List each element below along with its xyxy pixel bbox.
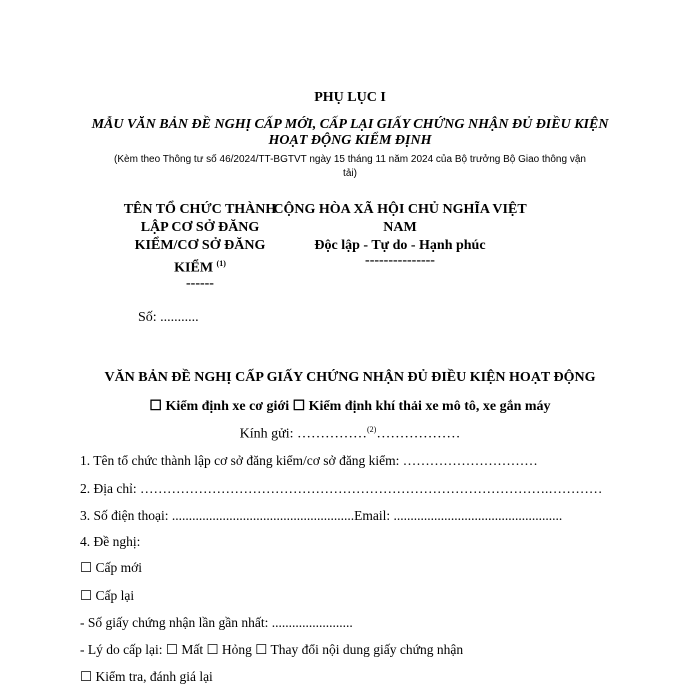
appendix-subtitle-line1: MẪU VĂN BẢN ĐỀ NGHỊ CẤP MỚI, CẤP LẠI GIẤY CHỨNG NHẬN ĐỦ ĐIỀU KIỆN [91, 117, 609, 132]
organization-name-line2: LẬP CƠ SỞ ĐĂNG [140, 220, 260, 235]
field-request-heading: 4. Đề nghị: [80, 534, 141, 549]
organization-rule: ------ [186, 275, 214, 291]
recipient-label: Kính gửi: …………… [239, 426, 368, 442]
appendix-subtitle-line2: HOẠT ĐỘNG KIỂM ĐỊNH [268, 133, 432, 148]
checkbox-reissue[interactable]: ☐ Cấp lại [80, 588, 135, 603]
field-phone-email: 3. Số điện thoại: ......................................................Email: .................................................. [80, 508, 563, 523]
appendix-title: PHỤ LỤC I [314, 90, 386, 105]
option-emission-inspection[interactable]: ☐ Kiểm định khí thải xe mô tô, xe gắn máy [292, 399, 551, 414]
checkbox-new-issue[interactable]: ☐ Cấp mới [80, 560, 142, 575]
national-motto: Độc lập - Tự do - Hạnh phúc [314, 238, 486, 253]
appendix-note-line2: tải) [343, 168, 357, 179]
field-latest-certificate-number: - Số giấy chứng nhận lần gần nhất: ........................ [80, 615, 353, 630]
option-motor-vehicle-inspection[interactable]: ☐ Kiểm định xe cơ giới [149, 399, 290, 414]
field-address: 2. Địa chỉ: ……………………………………………………………………………….………… [80, 481, 603, 496]
field-reissue-reason: - Lý do cấp lại: ☐ Mất ☐ Hỏng ☐ Thay đổi nội dung giấy chứng nhận [80, 642, 464, 657]
document-title: VĂN BẢN ĐỀ NGHỊ CẤP GIẤY CHỨNG NHẬN ĐỦ ĐIỀU KIỆN HOẠT ĐỘNG [104, 370, 596, 385]
footnote-marker-1: (1) [216, 259, 226, 268]
national-name-line1: CỘNG HÒA XÃ HỘI CHỦ NGHĨA VIỆT [273, 202, 527, 217]
national-header-block [260, 201, 540, 267]
organization-name-line1: TÊN TỔ CHỨC THÀNH [123, 202, 277, 217]
organization-name-line4: KIỂM $^{(1)}$ [174, 259, 226, 276]
organization-name-line3: KIỂM/CƠ SỞ ĐĂNG [134, 238, 266, 253]
national-name-line2: NAM [383, 220, 417, 235]
recipient-dots: ……………… [376, 426, 461, 442]
field-organization-name: 1. Tên tổ chức thành lập cơ sở đăng kiểm/cơ sở đăng kiểm: ………………………… [80, 453, 538, 468]
checkbox-re-evaluation[interactable]: ☐ Kiểm tra, đánh giá lại [80, 669, 213, 684]
appendix-note-line1: (Kèm theo Thông tư số 46/2024/TT-BGTVT ngày 15 tháng 11 năm 2024 của Bộ trưởng Bộ Giao thông vận [114, 154, 586, 165]
footnote-marker-2: (2) [367, 425, 377, 434]
recipient-line [0, 425, 700, 443]
inspection-options [0, 398, 700, 415]
national-rule: --------------- [365, 253, 435, 268]
document-number: Số: ........... [138, 310, 199, 325]
